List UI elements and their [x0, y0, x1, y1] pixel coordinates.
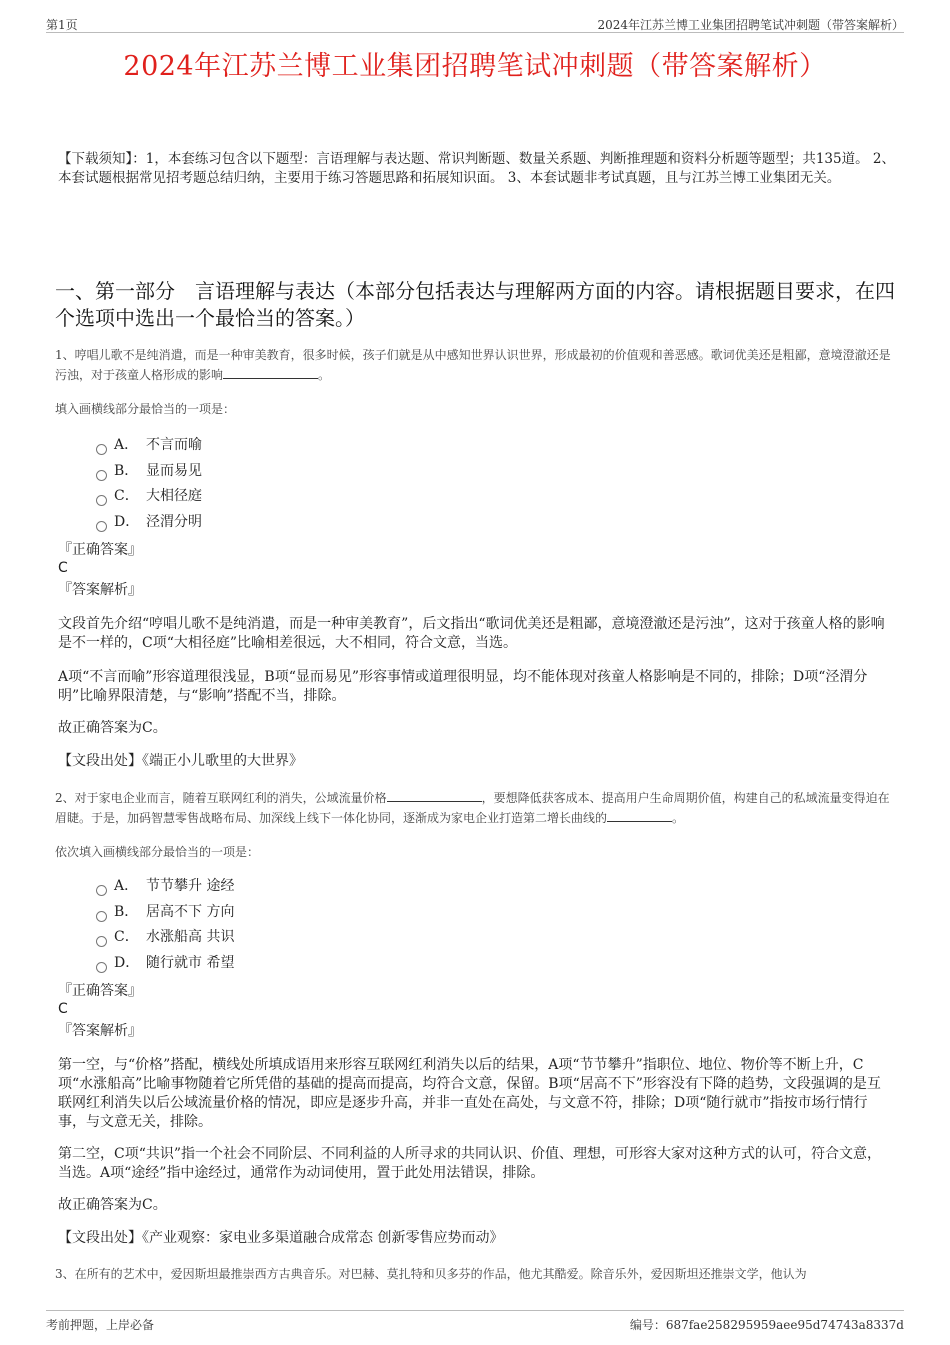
question-1-stem-text: 1、哼唱儿歌不是纯消遣，而是一种审美教育，很多时候，孩子们就是从中感知世界认识世界，形成最初的价值观和善恶感。歌词优美还是粗鄙，意境澄澈还是污浊，对于孩童人格形成的影响 — [55, 348, 891, 382]
option-text: 泾渭分明 — [146, 514, 202, 531]
question-2-stem-text: 2、对于家电企业而言，随着互联网红利的消失，公域流量价格 — [55, 791, 387, 805]
option-text: 水涨船高 共识 — [146, 929, 235, 946]
analysis-paragraph: 文段首先介绍“哼唱儿歌不是纯消遣，而是一种审美教育”，后文指出“歌词优美还是粗鄙，意境澄澈还是污浊”，这对于孩童人格的影响是不一样的，C项“大相径庭”比喻相差很远，大不相同，符合文意，当选。 — [58, 616, 885, 651]
option-text: 节节攀升 途经 — [146, 878, 235, 894]
download-notice: 【下载须知】：1，本套练习包含以下题型：言语理解与表达题、常识判断题、数量关系题、判断推理题和资料分析题等题型；共135道。 2、本套试题根据常见招考题总结归纳，主要用于练习答题思路和拓展知识面。 3、本套试题非考试真题，且与江苏兰博工业集团无关。 — [58, 151, 895, 186]
option-letter: A． — [114, 437, 139, 453]
radio-button[interactable] — [96, 885, 107, 896]
analysis-paragraph: 第一空，与“价格”搭配，横线处所填成语用来形容互联网红利消失以后的结果，A项“节节攀升”指职位、地位、物价等不断上升，C项“水涨船高”比喻事物随着它所凭借的基础的提高而提高，均符合文意，保留。B项“居高不下”形容没有下降的趋势，文段强调的是互联网红利消失以后公域流量价格的情况，即应是逐步升高，并非一直处在高处，与文意不符，排除；D项“随行就市”指按市场行情行事，与文意无关，排除。 — [58, 1057, 881, 1130]
option-text: 居高不下 方向 — [146, 903, 235, 920]
footer-slogan: 考前押题，上岸必备 — [46, 1318, 155, 1332]
analysis-conclusion: 故正确答案为C。 — [58, 720, 167, 736]
analysis-conclusion: 故正确答案为C。 — [58, 1197, 167, 1213]
document-title: 2024年江苏兰博工业集团招聘笔试冲刺题（带答案解析） — [123, 51, 827, 82]
analysis-label: 『答案解析』 — [58, 1023, 142, 1039]
radio-button[interactable] — [96, 936, 107, 947]
option-letter: C． — [114, 929, 139, 946]
page-number: 第1页 — [46, 18, 78, 32]
correct-answer: C — [58, 560, 68, 576]
radio-button[interactable] — [96, 521, 107, 532]
document-id: 编号：687fae258295959aee95d74743a8337d — [629, 1318, 904, 1332]
option-letter: D． — [114, 514, 140, 531]
option-letter: A． — [114, 878, 139, 894]
radio-button[interactable] — [96, 495, 107, 506]
question-2-stem-end: 。 — [672, 811, 685, 825]
option-letter: B． — [114, 462, 139, 479]
option-text: 显而易见 — [146, 462, 202, 479]
question-2-stem — [55, 788, 895, 828]
radio-button[interactable] — [96, 444, 107, 455]
option-letter: D． — [114, 955, 140, 972]
header-doc-title: 2024年江苏兰博工业集团招聘笔试冲刺题（带答案解析） — [597, 18, 904, 32]
question-3-stem: 3、在所有的艺术中，爱因斯坦最推崇西方古典音乐。对巴赫、莫扎特和贝多芬的作品，他尤其酷爱。除音乐外，爱因斯坦还推崇文学，他认为 — [55, 1267, 807, 1281]
answer-blank — [223, 366, 318, 379]
page-header — [46, 12, 904, 33]
section-heading: 一、第一部分 言语理解与表达（本部分包括表达与理解两方面的内容。请根据题目要求，在四个选项中选出一个最恰当的答案。） — [55, 279, 895, 330]
answer-blank — [387, 789, 482, 802]
question-1-instruction: 填入画横线部分最恰当的一项是： — [55, 402, 236, 416]
radio-button[interactable] — [96, 911, 107, 922]
option-letter: C． — [114, 488, 139, 505]
option-text: 不言而喻 — [146, 437, 202, 453]
analysis-paragraph: 第二空，C项“共识”指一个社会不同阶层、不同利益的人所寻求的共同认识、价值、理想，可形容大家对这种方式的认可，符合文意，当选。A项“途经”指中途经过，通常作为动词使用，置于此处用法错误，排除。 — [58, 1146, 882, 1181]
question-1-stem — [55, 345, 895, 385]
page-footer — [46, 1310, 904, 1335]
option-text: 随行就市 希望 — [146, 955, 235, 972]
radio-button[interactable] — [96, 962, 107, 973]
option-letter: B． — [114, 903, 139, 920]
question-2-instruction: 依次填入画横线部分最恰当的一项是： — [55, 845, 260, 859]
radio-button[interactable] — [96, 470, 107, 481]
passage-source: 【文段出处】《产业观察：家电业多渠道融合成常态 创新零售应势而动》 — [58, 1230, 504, 1246]
correct-answer-label: 『正确答案』 — [58, 542, 142, 558]
passage-source: 【文段出处】《端正小儿歌里的大世界》 — [58, 753, 303, 769]
answer-blank — [607, 809, 672, 822]
question-1-stem-end: 。 — [318, 368, 331, 382]
correct-answer-label: 『正确答案』 — [58, 983, 142, 999]
correct-answer: C — [58, 1001, 68, 1017]
analysis-paragraph: A项“不言而喻”形容道理很浅显，B项“显而易见”形容事情或道理很明显，均不能体现对孩童人格影响是不同的，排除；D项“泾渭分明”比喻界限清楚，与“影响”搭配不当，排除。 — [58, 669, 868, 704]
question-2-stem-text: ，要想降低获客成本、提高用户生命周期价值，构建自己的私域流量变得迫在眉睫。于是，加码智慧零售战略布局、加深线上线下一体化协同，逐渐成为家电企业打造第二增长曲线的 — [55, 791, 890, 825]
option-text: 大相径庭 — [146, 488, 202, 505]
analysis-label: 『答案解析』 — [58, 582, 142, 598]
